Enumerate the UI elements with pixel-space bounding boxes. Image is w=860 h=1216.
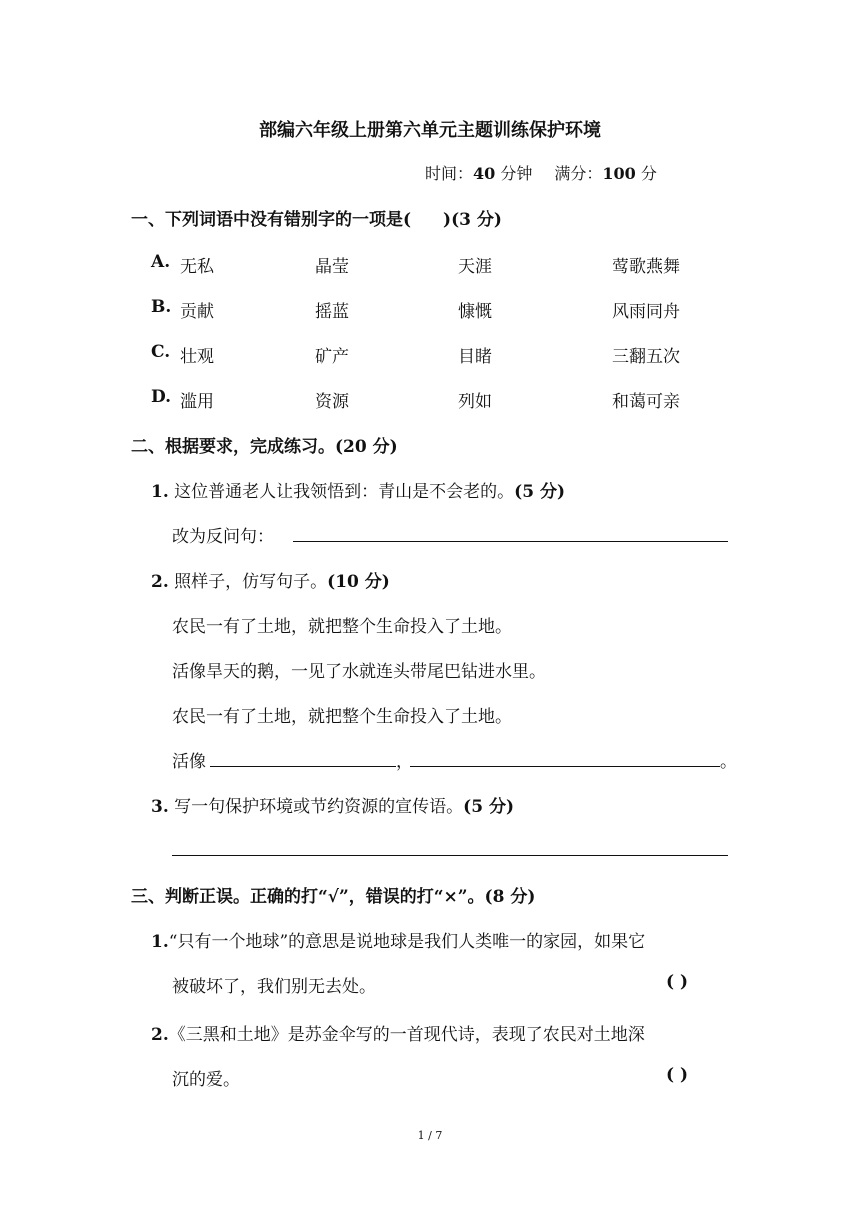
question-score: (10 分)	[327, 572, 390, 592]
option-c-word-2: 矿产	[315, 347, 349, 367]
section1-heading-text: 一、下列词语中没有错别字的一项是(	[131, 210, 412, 230]
option-b-letter: B.	[151, 297, 172, 317]
judge-item-1-line-2: 被破坏了，我们别无去处。	[172, 977, 376, 997]
section1-heading-score: )(3 分)	[443, 210, 502, 230]
option-a-letter: A.	[151, 252, 171, 272]
example-sentence-1: 农民一有了土地，就把整个生命投入了土地。	[172, 617, 512, 637]
question-2-2	[151, 567, 390, 592]
fill-prefix: 活像	[172, 752, 206, 772]
score-label: 满分：	[554, 164, 603, 183]
option-c-word-4: 三翻五次	[612, 347, 680, 367]
option-c-word-3: 目睹	[458, 347, 492, 367]
answer-blank-2[interactable]: ( )	[666, 1065, 689, 1085]
item-text: “只有一个地球”的意思是说地球是我们人类唯一的家园，如果它	[168, 932, 646, 952]
judge-item-1-line-1	[151, 927, 645, 952]
question-score: (5 分)	[463, 797, 514, 817]
question-number: 1.	[151, 482, 169, 502]
option-a-word-2: 晶莹	[315, 257, 349, 277]
option-d-word-2: 资源	[315, 392, 349, 412]
option-b-word-3: 慷慨	[458, 302, 492, 322]
judge-item-2-line-2: 沉的爱。	[172, 1070, 240, 1090]
option-d-word-1: 滥用	[180, 392, 214, 412]
answer-line-simile-1[interactable]	[210, 766, 396, 767]
item-number: 2.	[151, 1025, 169, 1045]
option-b-word-1: 贡献	[180, 302, 214, 322]
question-number: 2.	[151, 572, 169, 592]
rhetorical-question-prompt: 改为反问句：	[172, 527, 274, 547]
answer-line-slogan[interactable]	[172, 855, 728, 856]
page-number: 1 / 7	[417, 1129, 443, 1142]
time-info	[425, 161, 657, 184]
option-b-word-2: 摇蓝	[315, 302, 349, 322]
option-c-word-1: 壮观	[180, 347, 214, 367]
time-label: 时间：	[425, 164, 474, 183]
section2-heading: 二、根据要求，完成练习。(20 分)	[131, 437, 398, 457]
question-score: (5 分)	[514, 482, 565, 502]
question-text: 写一句保护环境或节约资源的宣传语。	[174, 797, 464, 817]
time-unit: 分钟	[495, 164, 533, 183]
item-number: 1.	[151, 932, 169, 952]
option-a-word-1: 无私	[180, 257, 214, 277]
example-sentence-3: 农民一有了土地，就把整个生命投入了土地。	[172, 707, 512, 727]
option-a-word-3: 天涯	[458, 257, 492, 277]
section1-heading	[131, 205, 502, 230]
question-text: 这位普通老人让我领悟到：青山是不会老的。	[174, 482, 515, 502]
score-value: 100	[602, 164, 636, 183]
example-sentence-2: 活像旱天的鹅，一见了水就连头带尾巴钻进水里。	[172, 662, 546, 682]
question-2-3	[151, 792, 514, 817]
question-text: 照样子，仿写句子。	[174, 572, 328, 592]
option-d-word-3: 列如	[458, 392, 492, 412]
score-unit: 分	[635, 164, 657, 183]
answer-blank-1[interactable]: ( )	[666, 972, 689, 992]
question-number: 3.	[151, 797, 169, 817]
answer-line-rhetorical[interactable]	[293, 541, 728, 542]
answer-line-simile-2[interactable]	[410, 766, 720, 767]
option-d-letter: D.	[151, 387, 172, 407]
fill-comma: ，	[396, 752, 413, 772]
section3-heading: 三、判断正误。正确的打“√”，错误的打“×”。(8 分)	[131, 887, 536, 907]
option-a-word-4: 莺歌燕舞	[612, 257, 680, 277]
option-c-letter: C.	[151, 342, 171, 362]
time-value: 40	[473, 164, 496, 183]
option-d-word-4: 和蔼可亲	[612, 392, 680, 412]
item-text: 《三黑和土地》是苏金伞写的一首现代诗，表现了农民对土地深	[168, 1025, 645, 1045]
document-title: 部编六年级上册第六单元主题训练保护环境	[259, 120, 601, 141]
fill-end: 。	[720, 752, 737, 772]
option-b-word-4: 风雨同舟	[612, 302, 680, 322]
judge-item-2-line-1	[151, 1020, 645, 1045]
question-2-1	[151, 477, 565, 502]
